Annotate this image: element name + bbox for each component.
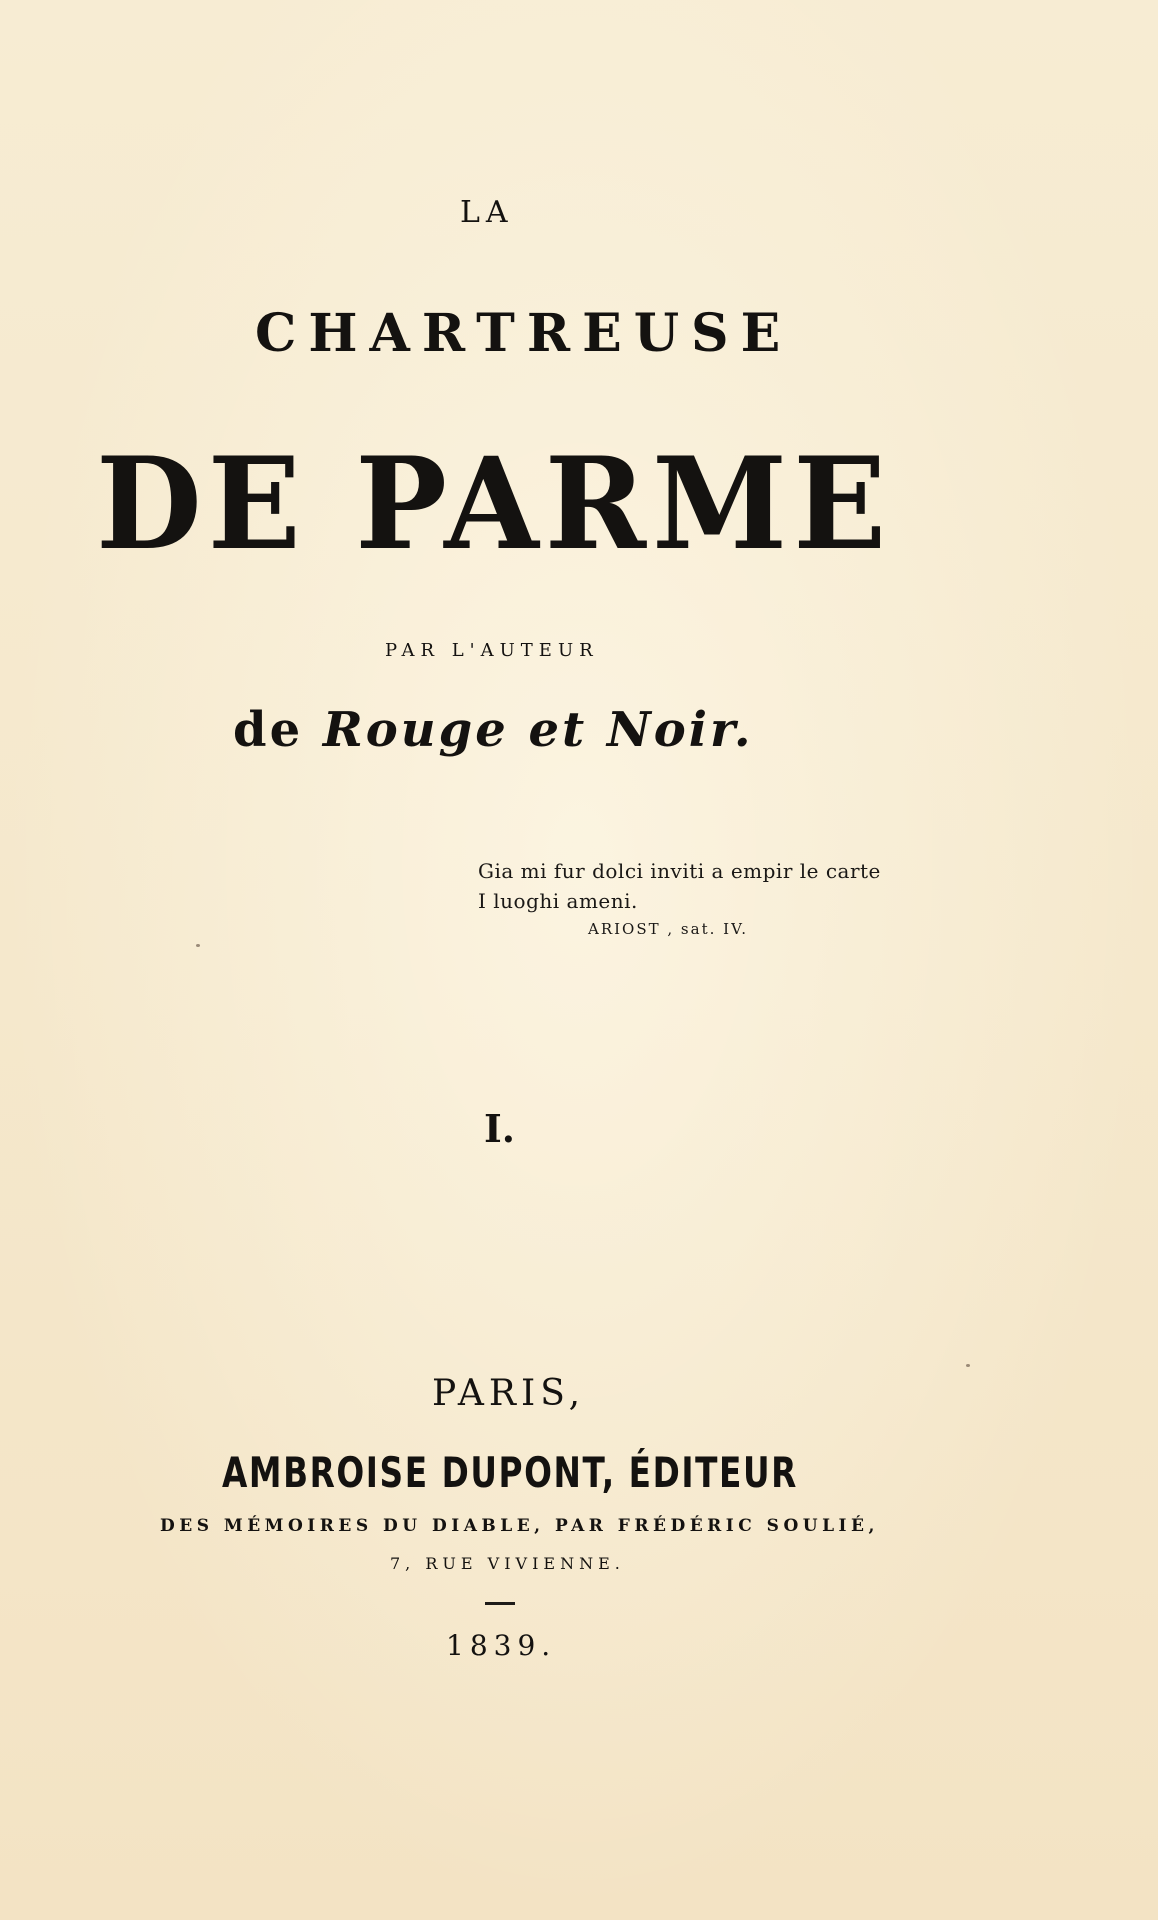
epigraph-attribution: ARIOST , sat. IV. [588, 920, 749, 938]
byline-de: de [233, 702, 304, 758]
epigraph-line-2: I luoghi ameni. [478, 889, 638, 913]
byline-work: Rouge et Noir. [322, 702, 754, 758]
paper-speck [196, 944, 200, 947]
imprint-year: 1839. [446, 1629, 557, 1662]
imprint-publisher-note: DES MÉMOIRES DU DIABLE, PAR FRÉDÉRIC SOULIÉ, [160, 1516, 879, 1536]
byline-prefix: PAR L'AUTEUR [385, 640, 599, 661]
epigraph-line-1: Gia mi fur dolci inviti a empir le carte [478, 859, 881, 883]
epigraph [478, 856, 881, 938]
imprint-address: 7, RUE VIVIENNE. [390, 1554, 625, 1573]
volume-number: I. [484, 1106, 516, 1151]
imprint-city: PARIS, [432, 1373, 586, 1414]
title-article: LA [460, 195, 514, 230]
title-line-1: CHARTREUSE [255, 303, 793, 364]
paper-speck [966, 1364, 970, 1367]
byline [233, 702, 754, 758]
imprint-rule [485, 1602, 515, 1605]
imprint-publisher: AMBROISE DUPONT, ÉDITEUR [222, 1448, 798, 1497]
title-line-2: DE PARME [96, 428, 893, 579]
